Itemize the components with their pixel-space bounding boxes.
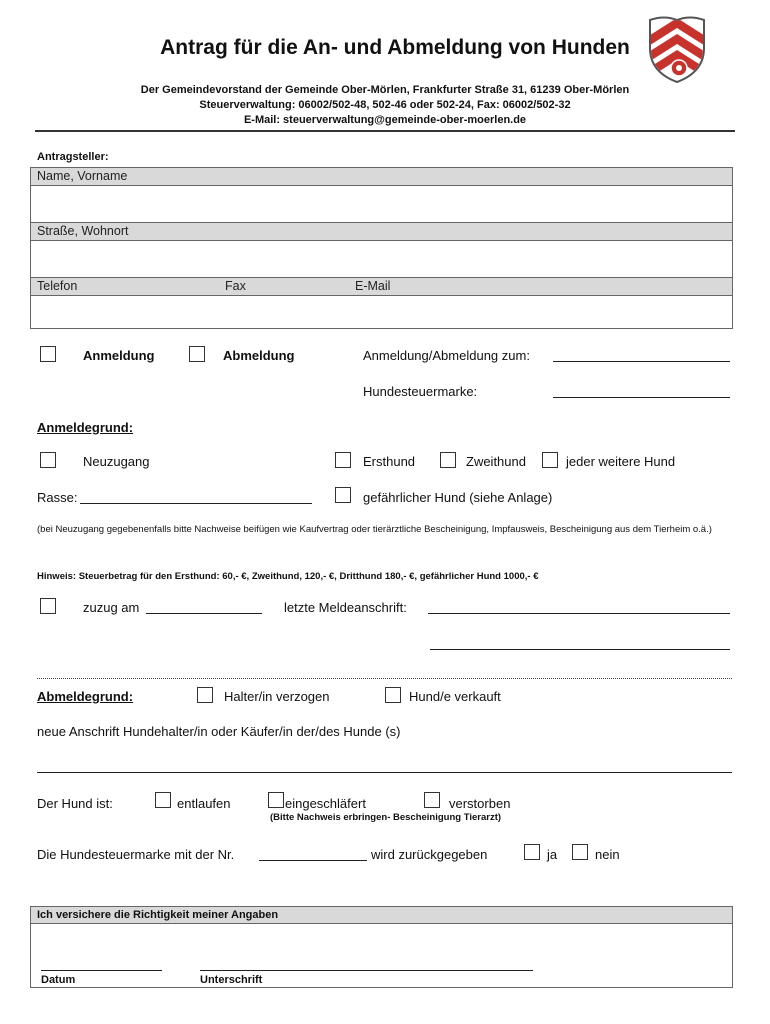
hinweis-text: Hinweis: Steuerbetrag für den Ersthund: 60,- €, Zweithund, 120,- €, Dritthund 180,- €, gefährlicher Hund 1000,- € — [37, 571, 539, 582]
phone-label: Telefon — [37, 279, 78, 293]
zweithund-label: Zweithund — [466, 454, 526, 469]
neuzugang-label: Neuzugang — [83, 454, 150, 469]
verkauft-checkbox[interactable] — [385, 687, 401, 703]
contact-field[interactable] — [31, 296, 732, 328]
signature-heading: Ich versichere die Richtigkeit meiner Angaben — [37, 909, 279, 921]
applicant-heading: Antragsteller: — [37, 151, 109, 163]
rasse-label: Rasse: — [37, 490, 78, 505]
verstorben-checkbox[interactable] — [424, 792, 440, 808]
letzte-input-line-2[interactable] — [430, 649, 730, 650]
tag-input-line[interactable] — [553, 397, 730, 398]
marke-post-label: wird zurückgegeben — [371, 847, 488, 862]
hund-ist-label: Der Hund ist: — [37, 796, 113, 811]
zweithund-checkbox[interactable] — [440, 452, 456, 468]
tag-label: Hundesteuermarke: — [363, 384, 478, 399]
address-label: Straße, Wohnort — [37, 224, 129, 238]
zuzug-checkbox[interactable] — [40, 598, 56, 614]
email-label: E-Mail — [355, 279, 391, 293]
rasse-input-line[interactable] — [80, 503, 312, 504]
verzogen-label: Halter/in verzogen — [224, 689, 330, 704]
name-field[interactable] — [31, 186, 732, 222]
anmeldung-label: Anmeldung — [83, 348, 155, 363]
ja-checkbox[interactable] — [524, 844, 540, 860]
datum-label: Datum — [41, 974, 76, 986]
datum-input-line[interactable] — [41, 970, 162, 971]
letzte-input-line[interactable] — [428, 613, 730, 614]
section-divider — [37, 678, 732, 679]
page-title: Antrag für die An- und Abmeldung von Hunden — [160, 36, 630, 59]
anmeldegrund-heading: Anmeldegrund: — [37, 420, 134, 435]
header-rule — [35, 130, 735, 132]
gefaehrlich-label: gefährlicher Hund (siehe Anlage) — [363, 490, 553, 505]
nachweis-note: (bei Neuzugang gegebenenfalls bitte Nachweise beifügen wie Kaufvertrag oder tierärztliche Bescheinigung, Impfausweis, Bescheinigung aus dem Tierheim o.ä.) — [37, 524, 712, 535]
gefaehrlich-checkbox[interactable] — [335, 487, 351, 503]
unterschrift-input-line[interactable] — [200, 970, 533, 971]
date-input-line[interactable] — [553, 361, 730, 362]
fax-label: Fax — [225, 279, 246, 293]
marke-input-line[interactable] — [259, 860, 367, 861]
neuzugang-checkbox[interactable] — [40, 452, 56, 468]
nein-checkbox[interactable] — [572, 844, 588, 860]
unterschrift-label: Unterschrift — [200, 974, 263, 986]
verzogen-checkbox[interactable] — [197, 687, 213, 703]
ersthund-checkbox[interactable] — [335, 452, 351, 468]
ersthund-label: Ersthund — [363, 454, 416, 469]
address-field[interactable] — [31, 241, 732, 277]
signature-box — [30, 906, 733, 988]
applicant-table — [30, 167, 733, 329]
verstorben-label: verstorben — [449, 796, 511, 811]
weitere-checkbox[interactable] — [542, 452, 558, 468]
header-phone: Steuerverwaltung: 06002/502-48, 502-46 oder 502-24, Fax: 06002/502-32 — [199, 99, 571, 111]
name-label: Name, Vorname — [37, 169, 128, 183]
eingeschlaefert-checkbox[interactable] — [268, 792, 284, 808]
header-address: Der Gemeindevorstand der Gemeinde Ober-Mörlen, Frankfurter Straße 31, 61239 Ober-Mörlen — [140, 84, 630, 96]
ja-label: ja — [547, 847, 558, 862]
nein-label: nein — [595, 847, 620, 862]
neue-anschrift-input-line[interactable] — [37, 772, 732, 773]
weitere-label: jeder weitere Hund — [566, 454, 676, 469]
entlaufen-label: entlaufen — [177, 796, 231, 811]
header-email: E-Mail: steuerverwaltung@gemeinde-ober-moerlen.de — [243, 114, 527, 126]
date-label: Anmeldung/Abmeldung zum: — [363, 348, 530, 363]
abmeldung-label: Abmeldung — [223, 348, 295, 363]
verkauft-label: Hund/e verkauft — [409, 689, 501, 704]
abmeldung-checkbox[interactable] — [189, 346, 205, 362]
abmeldegrund-heading: Abmeldegrund: — [37, 689, 134, 704]
tierarzt-note: (Bitte Nachweis erbringen- Bescheinigung Tierarzt) — [270, 812, 502, 823]
anmeldung-checkbox[interactable] — [40, 346, 56, 362]
entlaufen-checkbox[interactable] — [155, 792, 171, 808]
letzte-label: letzte Meldeanschrift: — [284, 600, 407, 615]
zuzug-label: zuzug am — [83, 600, 140, 615]
neue-anschrift-label: neue Anschrift Hundehalter/in oder Käufer/in der/des Hunde (s) — [37, 724, 401, 739]
eingeschlaefert-label: eingeschläfert — [285, 796, 366, 811]
zuzug-input-line[interactable] — [146, 613, 262, 614]
marke-label: Die Hundesteuermarke mit der Nr. — [37, 847, 235, 862]
coat-of-arms-icon — [646, 14, 708, 84]
